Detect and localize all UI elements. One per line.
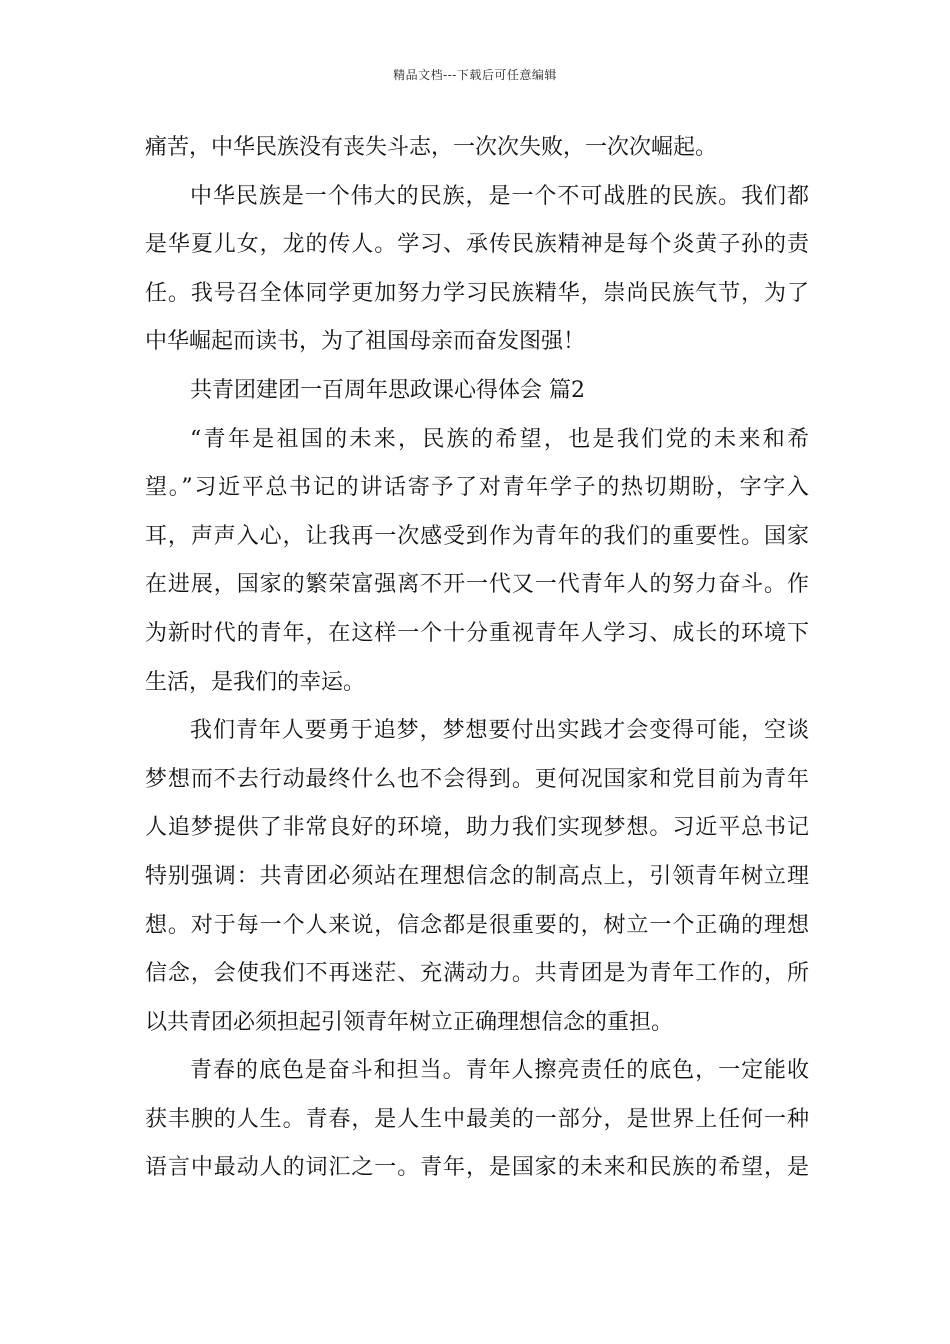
text-line: 为新时代的青年，在这样一个十分重视青年人学习、成长的环境下	[145, 620, 809, 646]
text-line: 中华民族是一个伟大的民族，是一个不可战胜的民族。我们都	[190, 183, 809, 209]
text-line: 共青团建团一百周年思政课心得体会 篇2	[190, 377, 585, 403]
text-line: 获丰腴的人生。青春，是人生中最美的一部分，是世界上任何一种	[145, 1106, 809, 1132]
page-header: 精品文档---下载后可任意编辑	[393, 68, 557, 82]
text-line: 在进展，国家的繁荣富强离不开一代又一代青年人的努力奋斗。作	[145, 572, 809, 598]
text-line: 是华夏儿女，龙的传人。学习、承传民族精神是每个炎黄子孙的责	[145, 232, 809, 258]
text-line: 生活，是我们的幸运。	[145, 669, 366, 695]
text-line: 梦想而不去行动最终什么也不会得到。更何况国家和党目前为青年	[145, 766, 809, 792]
text-line: 痛苦，中华民族没有丧失斗志，一次次失败，一次次崛起。	[145, 135, 718, 160]
text-line: 特别强调：共青团必须站在理想信念的制高点上，引领青年树立理	[145, 863, 809, 889]
text-line: 青春的底色是奋斗和担当。青年人擦亮责任的底色，一定能收	[190, 1058, 809, 1084]
text-line: 望。”习近平总书记的讲话寄予了对青年学子的热切期盼，字字入	[145, 475, 809, 501]
document-body	[145, 124, 809, 1193]
text-line: 人追梦提供了非常良好的环境，助力我们实现梦想。习近平总书记	[145, 815, 809, 841]
text-line: 任。我号召全体同学更加努力学习民族精华，崇尚民族气节，为了	[145, 280, 809, 306]
text-line: 以共青团必须担起引领青年树立正确理想信念的重担。	[145, 1009, 674, 1035]
text-line: 中华崛起而读书，为了祖国母亲而奋发图强！	[145, 329, 586, 355]
text-line: “青年是祖国的未来，民族的希望，也是我们党的未来和希	[190, 426, 809, 452]
text-line: 耳，声声入心，让我再一次感受到作为青年的我们的重要性。国家	[145, 523, 809, 549]
text-line: 我们青年人要勇于追梦，梦想要付出实践才会变得可能，空谈	[190, 718, 809, 744]
text-line: 信念，会使我们不再迷茫、充满动力。共青团是为青年工作的，所	[145, 961, 809, 987]
text-line: 想。对于每一个人来说，信念都是很重要的，树立一个正确的理想	[145, 912, 809, 938]
text-line: 语言中最动人的词汇之一。青年，是国家的未来和民族的希望，是	[145, 1155, 809, 1181]
